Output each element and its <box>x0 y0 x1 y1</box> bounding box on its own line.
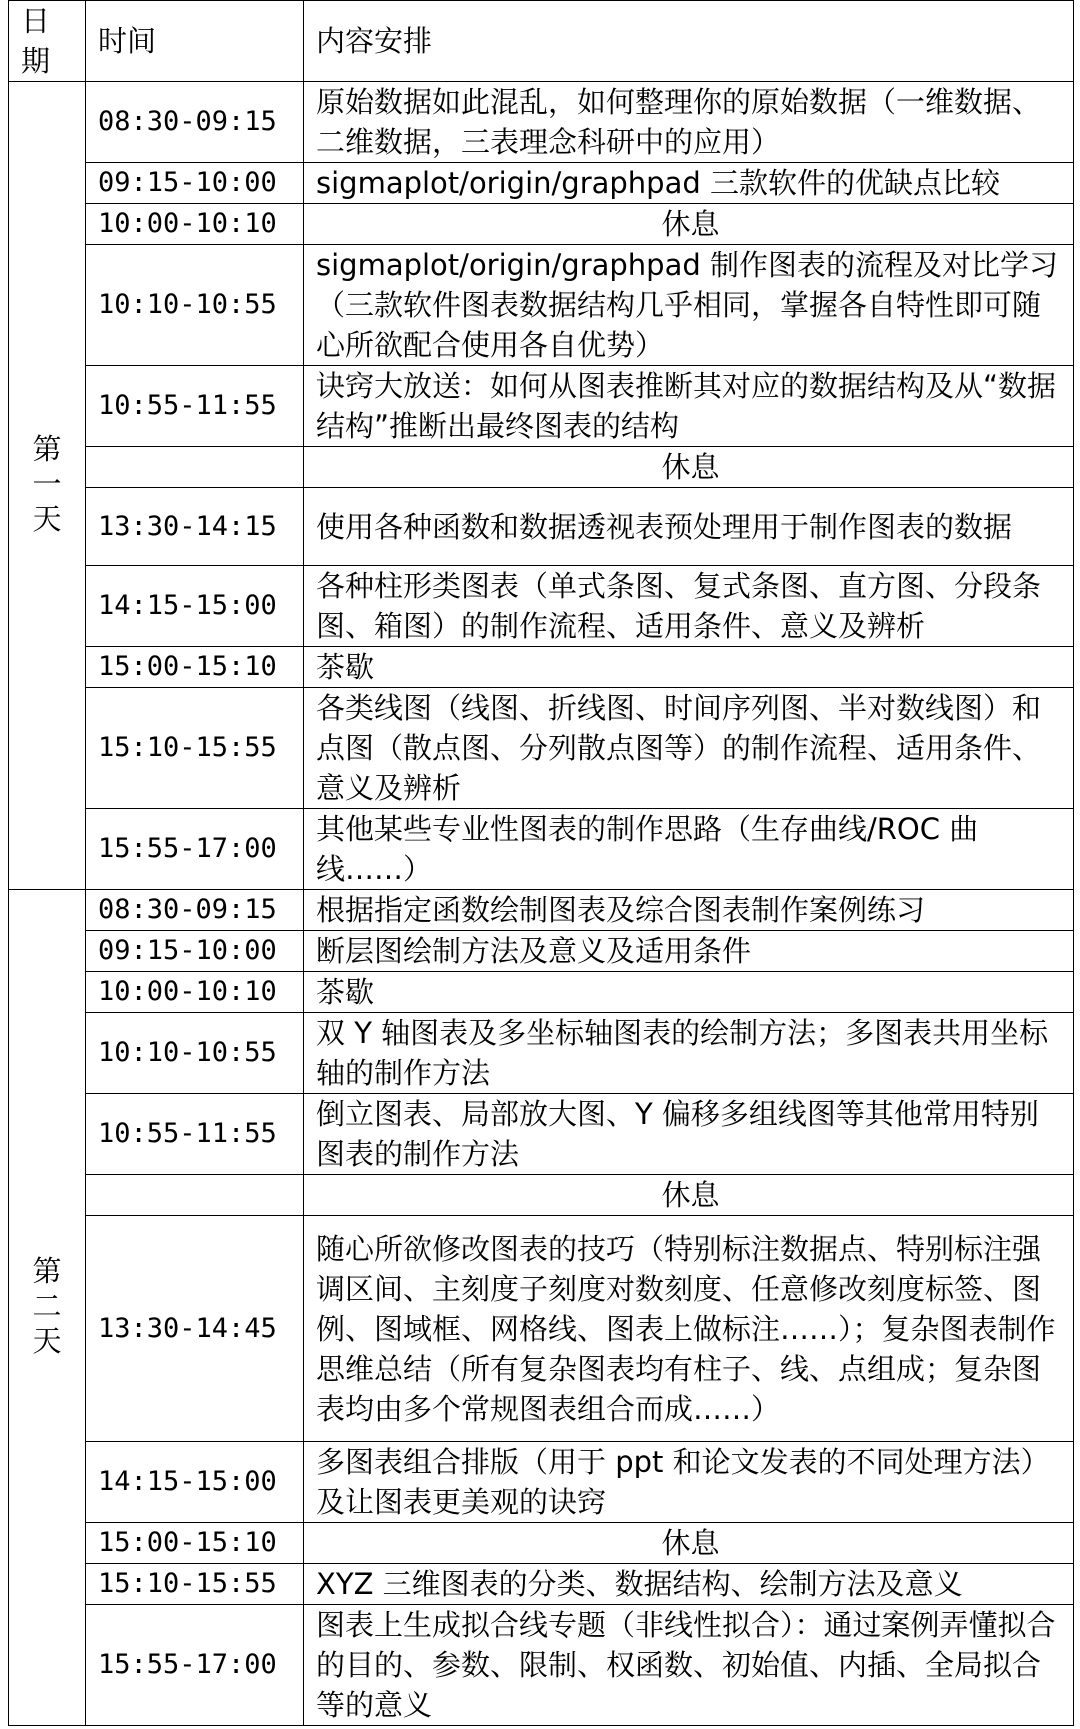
schedule-table <box>8 0 1074 1726</box>
time-cell: 10:55-11:55 <box>86 366 304 447</box>
time-cell: 15:10-15:55 <box>86 688 304 809</box>
table-row <box>9 163 1074 204</box>
table-row <box>9 1523 1074 1564</box>
table-row <box>9 1175 1074 1216</box>
day-label: 第一天 <box>32 432 62 536</box>
table-row <box>9 82 1074 163</box>
table-row <box>9 204 1074 245</box>
time-cell: 09:15-10:00 <box>86 931 304 972</box>
content-cell: 根据指定函数绘制图表及综合图表制作案例练习 <box>304 890 1074 931</box>
content-cell: sigmaplot/origin/graphpad 制作图表的流程及对比学习（三款软件图表数据结构几乎相同，掌握各自特性即可随心所欲配合使用各自优势） <box>304 245 1074 366</box>
time-cell: 15:10-15:55 <box>86 1564 304 1605</box>
table-row <box>9 931 1074 972</box>
table-row <box>9 566 1074 647</box>
table-row <box>9 1216 1074 1442</box>
table-row <box>9 890 1074 931</box>
content-cell: 休息 <box>304 204 1074 245</box>
time-cell: 15:55-17:00 <box>86 809 304 890</box>
table-row <box>9 972 1074 1013</box>
day-label-cell <box>9 890 86 1726</box>
content-cell: 各类线图（线图、折线图、时间序列图、半对数线图）和点图（散点图、分列散点图等）的制作流程、适用条件、意义及辨析 <box>304 688 1074 809</box>
time-cell: 10:10-10:55 <box>86 245 304 366</box>
time-cell: 09:15-10:00 <box>86 163 304 204</box>
time-cell: 14:15-15:00 <box>86 566 304 647</box>
table-row <box>9 245 1074 366</box>
header-row <box>9 1 1074 82</box>
time-cell: 15:55-17:00 <box>86 1605 304 1726</box>
table-row <box>9 366 1074 447</box>
header-date: 日期 <box>9 1 86 82</box>
content-cell: 倒立图表、局部放大图、Y 偏移多组线图等其他常用特别图表的制作方法 <box>304 1094 1074 1175</box>
content-cell: 使用各种函数和数据透视表预处理用于制作图表的数据 <box>304 488 1074 566</box>
time-cell: 10:00-10:10 <box>86 972 304 1013</box>
content-cell: 茶歇 <box>304 972 1074 1013</box>
table-row <box>9 1442 1074 1523</box>
content-cell: 休息 <box>304 1523 1074 1564</box>
time-cell: 15:00-15:10 <box>86 1523 304 1564</box>
time-cell: 10:00-10:10 <box>86 204 304 245</box>
time-cell <box>86 1175 304 1216</box>
schedule-body <box>9 82 1074 1726</box>
content-cell: 原始数据如此混乱，如何整理你的原始数据（一维数据、二维数据，三表理念科研中的应用） <box>304 82 1074 163</box>
content-cell: 断层图绘制方法及意义及适用条件 <box>304 931 1074 972</box>
table-row <box>9 447 1074 488</box>
content-cell: 其他某些专业性图表的制作思路（生存曲线/ROC 曲线……） <box>304 809 1074 890</box>
table-row <box>9 647 1074 688</box>
time-cell: 10:10-10:55 <box>86 1013 304 1094</box>
content-cell: 随心所欲修改图表的技巧（特别标注数据点、特别标注强调区间、主刻度子刻度对数刻度、任意修改刻度标签、图例、图域框、网格线、图表上做标注……）；复杂图表制作思维总结（所有复杂图表均有柱子、线、点组成；复杂图表均由多个常规图表组合而成……） <box>304 1216 1074 1442</box>
content-cell: 双 Y 轴图表及多坐标轴图表的绘制方法；多图表共用坐标轴的制作方法 <box>304 1013 1074 1094</box>
table-row <box>9 809 1074 890</box>
content-cell: 各种柱形类图表（单式条图、复式条图、直方图、分段条图、箱图）的制作流程、适用条件、意义及辨析 <box>304 566 1074 647</box>
table-row <box>9 488 1074 566</box>
time-cell: 15:00-15:10 <box>86 647 304 688</box>
time-cell: 14:15-15:00 <box>86 1442 304 1523</box>
table-row <box>9 1605 1074 1726</box>
day-label-cell <box>9 82 86 890</box>
content-cell: sigmaplot/origin/graphpad 三款软件的优缺点比较 <box>304 163 1074 204</box>
time-cell: 10:55-11:55 <box>86 1094 304 1175</box>
header-content: 内容安排 <box>304 1 1074 82</box>
table-row <box>9 1013 1074 1094</box>
header-time: 时间 <box>86 1 304 82</box>
table-row <box>9 688 1074 809</box>
content-cell: 茶歇 <box>304 647 1074 688</box>
time-cell: 08:30-09:15 <box>86 890 304 931</box>
content-cell: 诀窍大放送：如何从图表推断其对应的数据结构及从“数据结构”推断出最终图表的结构 <box>304 366 1074 447</box>
content-cell: 休息 <box>304 1175 1074 1216</box>
day-label: 第二天 <box>32 1254 62 1358</box>
table-row <box>9 1564 1074 1605</box>
content-cell: 休息 <box>304 447 1074 488</box>
time-cell: 13:30-14:15 <box>86 488 304 566</box>
content-cell: 多图表组合排版（用于 ppt 和论文发表的不同处理方法）及让图表更美观的诀窍 <box>304 1442 1074 1523</box>
table-row <box>9 1094 1074 1175</box>
time-cell: 08:30-09:15 <box>86 82 304 163</box>
time-cell <box>86 447 304 488</box>
time-cell: 13:30-14:45 <box>86 1216 304 1442</box>
content-cell: XYZ 三维图表的分类、数据结构、绘制方法及意义 <box>304 1564 1074 1605</box>
content-cell: 图表上生成拟合线专题（非线性拟合）：通过案例弄懂拟合的目的、参数、限制、权函数、初始值、内插、全局拟合等的意义 <box>304 1605 1074 1726</box>
